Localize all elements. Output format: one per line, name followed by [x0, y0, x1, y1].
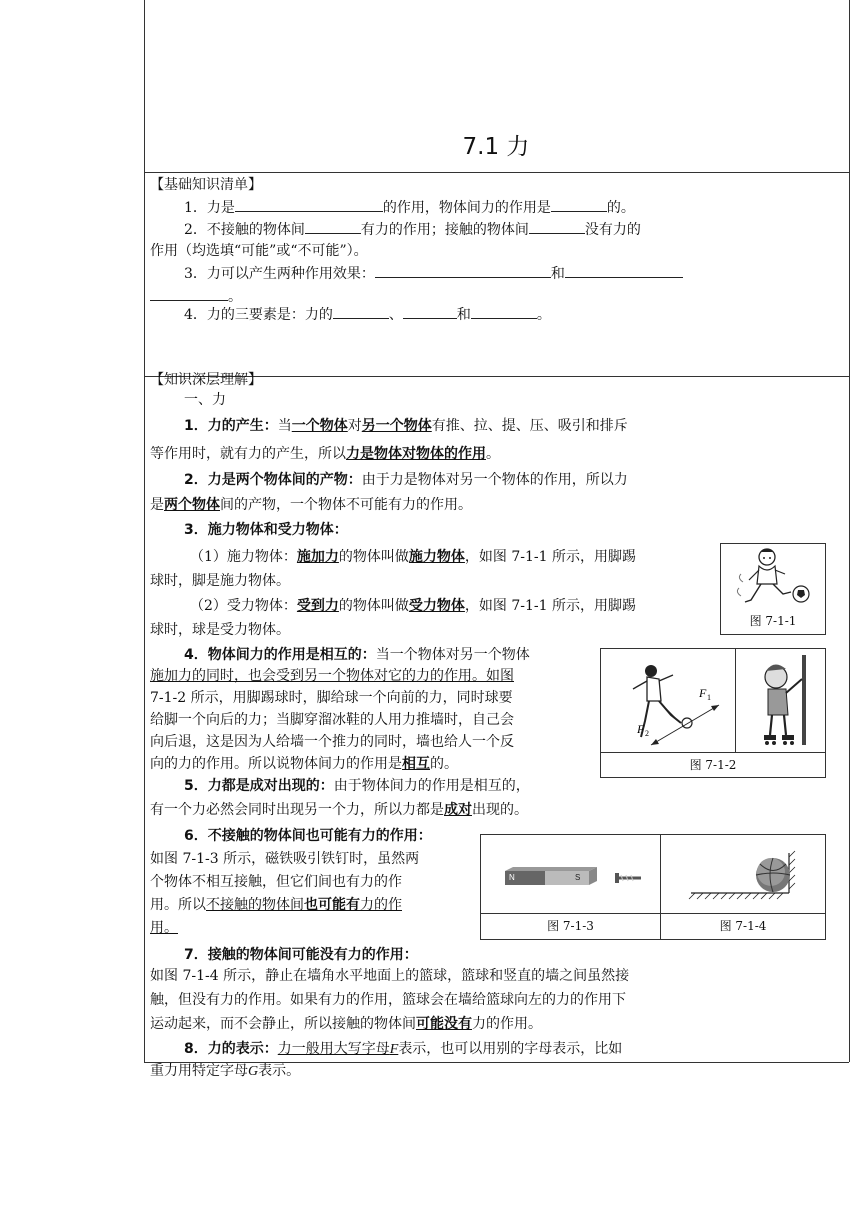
para-4-line-6	[150, 752, 458, 776]
para-6-line-4	[150, 893, 402, 917]
q4-text: 4．力的三要素是：力的	[184, 307, 333, 323]
answer-blank[interactable]	[529, 219, 585, 234]
para-8-line-2	[150, 1059, 300, 1084]
text: 表示。	[258, 1063, 301, 1079]
answer-blank[interactable]	[333, 304, 389, 319]
point-title: 6．不接触的物体间也可能有力的作用：	[184, 828, 432, 844]
figures-7-1-3-and-7-1-4	[480, 834, 826, 940]
figure-caption: 图 7-1-2	[689, 758, 737, 772]
key-term: 一个物体	[291, 418, 348, 434]
point-title: 4．物体间力的作用是相互的：	[184, 647, 376, 663]
magnet-nail-image	[481, 835, 660, 913]
text: 间的产物，一个物体不可能有力的作用。	[220, 497, 472, 513]
figure-divider	[601, 752, 825, 753]
point-title: 5．力都是成对出现的：	[184, 778, 334, 794]
text: 有推、拉、提、压、吸引和排斥	[431, 418, 628, 434]
key-term: 受力物体	[408, 598, 465, 614]
para-3-title	[184, 518, 348, 542]
answer-blank[interactable]	[150, 286, 228, 301]
answer-blank[interactable]	[565, 263, 683, 278]
text: 的。	[430, 756, 458, 772]
para-4-line-4: 给脚一个向后的力；当脚穿溜冰鞋的人用力推墙时，自己会	[150, 712, 514, 728]
answer-blank[interactable]	[235, 197, 383, 212]
key-term: 相互	[402, 756, 430, 772]
basic-q4	[184, 303, 551, 327]
key-term: 受到力	[296, 598, 339, 614]
figure-divider	[481, 913, 825, 914]
figure-7-1-1	[720, 543, 826, 635]
text: 出现的。	[472, 802, 528, 818]
magnet-south-label: S	[575, 873, 581, 882]
para-4-line-5: 向后退，这是因为人给墙一个推力的同时，墙也给人一个反	[150, 734, 514, 750]
q1-text: 的。	[606, 200, 635, 216]
para-6-line-3: 个物体不相互接触，但它们间也有力的作	[150, 874, 402, 890]
q1-text: 的作用，物体间力的作用是	[382, 200, 551, 216]
key-term: 施力物体	[408, 549, 465, 565]
text: ，如图 7-1-1 所示，用脚踢	[464, 598, 637, 614]
q2-text: 2．不接触的物体间	[184, 222, 305, 238]
q4-text: 和	[456, 307, 471, 323]
q4-text: 。	[536, 307, 551, 323]
text: 有一个力必然会同时出现另一个力，所以力都是	[150, 802, 444, 818]
q3-text: 和	[550, 266, 565, 282]
answer-blank[interactable]	[471, 304, 537, 319]
key-term: 成对	[444, 802, 472, 818]
text: 力的作	[360, 897, 402, 913]
symbol-g: G	[248, 1064, 259, 1079]
answer-blank[interactable]	[375, 263, 551, 278]
text: 不接触的物体间	[206, 897, 304, 913]
basketball-wall-image	[661, 835, 825, 913]
para-6-line-2: 如图 7-1-3 所示，磁铁吸引铁钉时，虽然两	[150, 851, 420, 867]
para-3a-line-2: 球时，脚是施力物体。	[150, 573, 290, 589]
key-term: 可能没有	[416, 1016, 472, 1032]
para-1-line-2	[150, 442, 500, 466]
force-label-f2-sub: 2	[645, 729, 649, 738]
force-label-f1: F	[699, 686, 707, 700]
figure-7-1-2	[600, 648, 826, 778]
para-7-line-2: 如图 7-1-4 所示，静止在墙角水平地面上的篮球，篮球和竖直的墙之间虽然接	[150, 968, 630, 984]
force-label-f2: F	[637, 722, 645, 736]
text: 重力用特定字母	[150, 1063, 248, 1079]
point-title: 7．接触的物体间可能没有力的作用：	[184, 947, 418, 963]
para-4-line-3: 7-1-2 所示，用脚踢球时，脚给球一个向前的力，同时球要	[150, 690, 513, 706]
force-label-f1-sub: 1	[707, 693, 711, 702]
text: 是	[150, 497, 164, 513]
text: 运动起来，而不会静止，所以接触的物体间	[150, 1016, 416, 1032]
basic-q1	[184, 196, 635, 220]
basic-heading: 【基础知识清单】	[150, 177, 262, 193]
text: 当一个物体对另一个物体	[375, 647, 530, 663]
para-6-line-1	[184, 824, 432, 848]
magnet-north-label: N	[509, 873, 515, 882]
figure-caption: 图 7-1-1	[749, 614, 797, 628]
para-7-line-3: 触，但没有力的作用。如果有力的作用，篮球会在墙给篮球向左的力的作用下	[150, 992, 626, 1008]
point-title: 2．力是两个物体间的产物：	[184, 472, 362, 488]
text: 等作用时，就有力的产生，所以	[150, 446, 346, 462]
text: 力的作用。	[472, 1016, 542, 1032]
q4-text: 、	[388, 307, 403, 323]
figure-caption: 图 7-1-4	[719, 919, 767, 933]
text: 向的力的作用。所以说物体间力的作用是	[150, 756, 402, 772]
skater-pushing-wall-image	[736, 649, 825, 752]
answer-blank[interactable]	[305, 219, 361, 234]
basic-q2-cont: 作用（均选填“可能”或“不可能”）。	[150, 243, 368, 259]
text: 用。所以	[150, 897, 206, 913]
kicking-child-image	[721, 544, 825, 610]
key-term: 力是物体对物体的作用	[346, 446, 486, 462]
key-term: 施加力	[296, 549, 339, 565]
text: ，如图 7-1-1 所示，用脚踢	[464, 549, 637, 565]
text: 表示，也可以用别的字母表示，比如	[398, 1041, 623, 1057]
symbol-f: F	[389, 1042, 399, 1057]
point-title: 3．施力物体和受力物体：	[184, 522, 348, 538]
text: 当	[277, 418, 292, 434]
para-2-line-2	[150, 493, 472, 517]
answer-blank[interactable]	[551, 197, 607, 212]
text: 的物体叫做	[338, 598, 409, 614]
football-kick-image	[601, 649, 735, 752]
text: 的物体叫做	[338, 549, 409, 565]
key-term: 两个物体	[164, 497, 220, 513]
key-term: 也可能有	[304, 897, 360, 913]
deep-heading: 【知识深层理解】	[150, 372, 262, 388]
section-title: 一、力	[184, 392, 226, 408]
para-7-line-4	[150, 1012, 542, 1036]
text: 由于物体间力的作用是相互的，	[333, 778, 530, 794]
para-2-line-1	[184, 468, 628, 492]
q3-text: 3．力可以产生两种作用效果：	[184, 266, 375, 282]
q3-text: 。	[228, 289, 242, 305]
para-6-line-5: 用。	[150, 920, 178, 936]
para-5-line-2	[150, 798, 528, 822]
page-title: 7.1 力	[462, 134, 530, 160]
para-4-line-2: 施加力的同时，也会受到另一个物体对它的力的作用。如图	[150, 668, 514, 684]
point-title: 1．力的产生：	[184, 418, 278, 434]
para-3a-line-1	[190, 545, 636, 569]
figure-caption: 图 7-1-3	[547, 919, 594, 933]
q2-text: 没有力的	[584, 222, 641, 238]
text: 由于力是物体对另一个物体的作用，所以力	[361, 472, 628, 488]
para-3b-line-1	[190, 594, 636, 618]
basic-q3	[184, 262, 683, 286]
text: 力一般用大写字母	[277, 1041, 390, 1057]
key-term: 另一个物体	[361, 418, 432, 434]
text: 对	[347, 418, 362, 434]
para-1-line-1	[184, 414, 628, 438]
point-title: 8．力的表示：	[184, 1041, 278, 1057]
q1-text: 1．力是	[184, 200, 235, 216]
text: 。	[486, 446, 500, 462]
text: （2）受力物体：	[190, 598, 297, 614]
para-3b-line-2: 球时，球是受力物体。	[150, 622, 290, 638]
answer-blank[interactable]	[403, 304, 457, 319]
text: （1）施力物体：	[190, 549, 297, 565]
q2-text: 有力的作用；接触的物体间	[360, 222, 529, 238]
para-5-line-1	[184, 774, 530, 798]
